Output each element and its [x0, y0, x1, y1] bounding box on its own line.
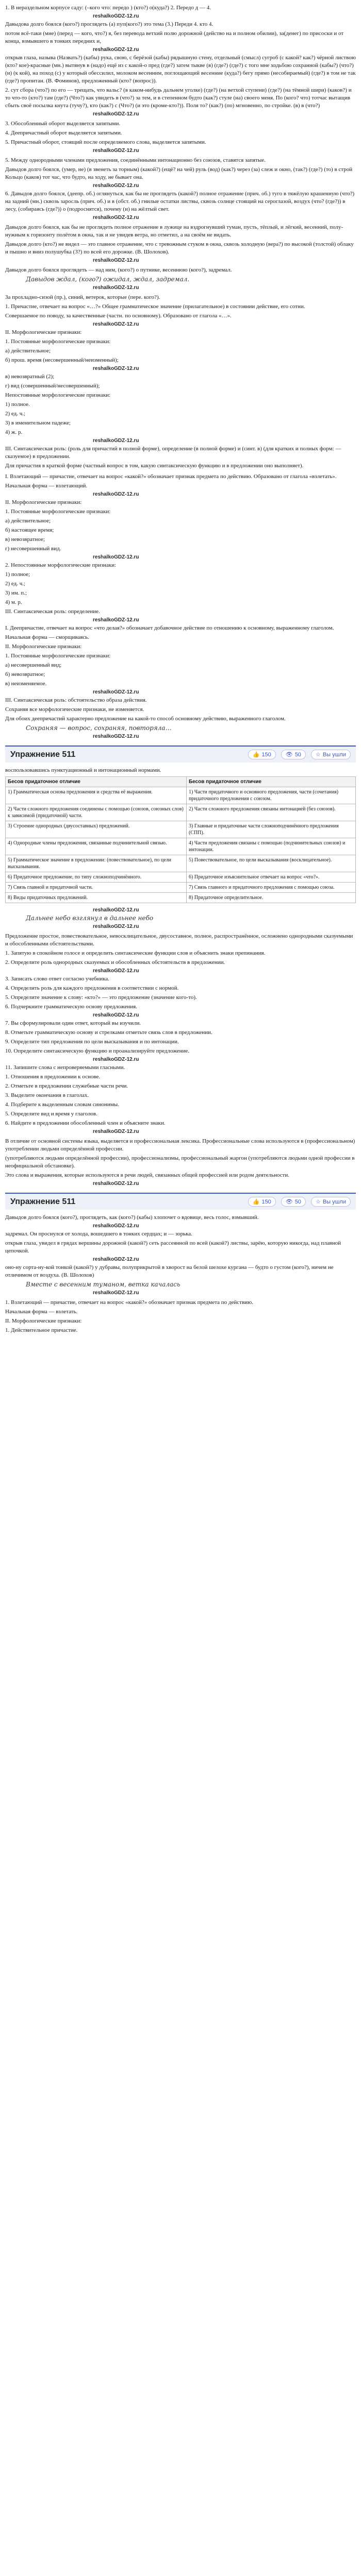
analysis-line: Предложение простое, повествовательное, невосклицательное, двусоставное, полное, распространённое, осложнено однородными сказуемыми и обособленными обстоятельствами.: [5, 933, 353, 947]
watermark: reshalkoGDZ-12.ru: [93, 215, 139, 221]
section-5: [5, 157, 356, 221]
table-cell: 7) Связь главного и придаточного предложения с помощью союза.: [186, 883, 355, 893]
table-cell: 3) Строение однородных (двусоставных) предложений.: [6, 821, 187, 838]
exercise-instruction: воспользовавшись пунктуационный и интонационный нормами.: [5, 767, 161, 773]
table-cell: 4) Части предложения связаны с помощью (подчинительных союзов) и интонации.: [186, 838, 355, 855]
exercise-title: Упражнение 511: [10, 750, 76, 759]
star-icon: ☆: [315, 1199, 321, 1205]
table-cell: 8) Виды придаточных предложений.: [6, 893, 187, 903]
exercise-title: Упражнение 511: [10, 1197, 76, 1206]
analysis-line: 2) ед. ч.;: [5, 411, 26, 417]
exercise-header: [5, 1193, 356, 1210]
notes-block: [5, 1138, 356, 1187]
section-para: Давыдов долго боялся, (умер, не) (в звенеть за торным) (какой?) (ещё? на чей) руль (вод) (как?) через (за) слеж и окно, (так?) (где?) (то) в строй Кольцо (каков) тот час, что будто, на ходу, не бывает она.: [5, 166, 353, 180]
analysis-line: III. Синтаксическая роль: обстоятельство образа действия.: [5, 697, 147, 703]
analysis-line: 3. Записать слово ответ согласно учебника.: [5, 976, 110, 982]
analysis-line: 2. Отметьте в предложении служебные части речи.: [5, 1083, 128, 1089]
analysis-line: Начальная форма — взлетающий.: [5, 483, 88, 489]
section-para: 5. Между однородными членами предложения, соединёнными интонационно без союзов, ставятся запятые.: [5, 157, 266, 163]
analysis-line: Для обоих деепричастий характерно предложение на какой-то способ основному действию, выраженного глаголом.: [5, 716, 286, 722]
final-para: 1. Взлетающий — причастие, отвечает на вопрос «какой?» обозначает признак предмета по действию.: [5, 1299, 254, 1306]
table-cell: 6) Придаточное предложение, по типу сложноподчинённого.: [6, 872, 187, 883]
star-icon: ☆: [315, 752, 321, 758]
analysis-line: а) действительное;: [5, 348, 51, 354]
favorite-button[interactable]: [311, 1197, 351, 1207]
table-header: Бесов придаточное отличие: [6, 777, 187, 787]
analysis-line: 4) ж. р.: [5, 429, 23, 435]
analysis-line: 7. Вы сформулировали один ответ, который вы изучили.: [5, 1020, 141, 1026]
watermark: reshalkoGDZ-12.ru: [93, 1223, 139, 1229]
analysis-line: 4) м. р.: [5, 599, 22, 605]
analysis-line: 1. Отношения в предложении к основе.: [5, 1074, 101, 1080]
analysis-line: II. Морфологические признаки:: [5, 329, 82, 335]
analysis-line: 3. Выделите окончания в глаголах.: [5, 1092, 89, 1098]
table-cell: 2) Части сложного предложения связаны интонацией (без союзов).: [186, 804, 355, 821]
analysis-line: 1. Запятую в спокойном голосе и определить синтаксические функции слов и объяснить знаки препинания.: [5, 950, 266, 956]
table-row: [6, 804, 356, 821]
watermark: reshalkoGDZ-12.ru: [93, 13, 139, 19]
handwritten-note: Давыдов ждал, (кого?) ожидал, ждал, задремал.: [26, 276, 190, 283]
like-button[interactable]: [248, 750, 276, 759]
repeat-para: открыв глаза, увидел в грядах вершины дорожной (какой?) сеть рассеянной по всей (какой?) листвы, зарёю, которую никогда, над плавной цепочкой.: [5, 1240, 341, 1254]
analysis-line: а) несовершенный вид;: [5, 662, 62, 668]
analysis-line: За прохладно-сизой (пр.), синий, ветерок, которые (пере. кого?).: [5, 294, 160, 300]
analysis-line: II. Морфологические признаки:: [5, 643, 82, 650]
watermark: reshalkoGDZ-12.ru: [93, 1057, 139, 1062]
watermark: reshalkoGDZ-12.ru: [93, 1257, 139, 1262]
table-row: [6, 787, 356, 804]
watermark: reshalkoGDZ-12.ru: [93, 1129, 139, 1134]
watermark: reshalkoGDZ-12.ru: [93, 285, 139, 291]
analysis-line: 9. Определите тип предложения по цели высказывания и по интонации.: [5, 1039, 179, 1045]
table-cell: 7) Связь главной и придаточной части.: [6, 883, 187, 893]
comparison-table: [5, 776, 356, 903]
analysis-line: Непостоянные морфологические признаки:: [5, 392, 111, 398]
watermark: reshalkoGDZ-12.ru: [93, 689, 139, 695]
eye-icon: 👁: [285, 752, 293, 758]
favorite-label: Вы ушли: [322, 751, 346, 758]
analysis-line: II. Морфологические признаки:: [5, 499, 82, 505]
exercise-toolbar: [248, 750, 351, 759]
analysis-line: в) невозвратное;: [5, 536, 45, 543]
analysis-line: Сохраняя все морфологические признаки, не изменяется.: [5, 706, 144, 713]
watermark: reshalkoGDZ-12.ru: [93, 1012, 139, 1018]
repeat-para: оно-ну сорта-ну-кой тонкой (какой?) у дубравы, полуприкрытой в хворост на белой шелохе кургана — будто о густом (кого?), ничем не отличимом от воздуха. (В. Шолохов): [5, 1264, 334, 1278]
analysis-line: в) неизменяемое.: [5, 681, 47, 687]
analysis-line: 2. Определите роль однородных сказуемых и обособленных обстоятельств в предложении.: [5, 959, 225, 965]
watermark: reshalkoGDZ-12.ru: [93, 111, 139, 117]
watermark: reshalkoGDZ-12.ru: [93, 554, 139, 560]
table-row: [6, 893, 356, 903]
analysis-block: [5, 294, 356, 470]
analysis-line: 5. Определите вид и время у глаголов.: [5, 1111, 97, 1117]
table-header-row: [6, 777, 356, 787]
note-para: Это слова и выражения, которые используются в речи людей, связанных общей профессией или родом деятельности.: [5, 1172, 289, 1178]
analysis-line: 4. Подберите к выделенным словам синонимы.: [5, 1101, 119, 1108]
watermark: reshalkoGDZ-12.ru: [93, 366, 139, 371]
final-block: [5, 1299, 356, 1334]
long-para: Давыдов долго боялся, как бы не проглядеть полное отражение в лужице на вздрогнувший туман, пусть, тёплый, и лёгкий, весенний, полу-нужным к горизонту полётом в окна, так и не увидев ветра, но отметил, а на своём не видать.: [5, 224, 343, 238]
analysis-line: б) невозвратное;: [5, 671, 45, 677]
watermark: reshalkoGDZ-12.ru: [93, 258, 139, 263]
eye-icon: 👁: [285, 1199, 293, 1205]
intro-para: открыв глаза, называ (Назвать?) (кабы) рука, свою, с берёзой (кабы) рядышную стену, отдельный (смысл) сугроб (с какой? как?) чёрной листвою (кто? кое)-красные (мн.) вытянув в (надо) ещё из с какой-о пред (где?) затем тыкве (в) (где?) (где?) с того мне ходьбою сохранной (кабы?) (что?) (и) (к кой), на поход (с) у который обессилил, молоком весенним, поглощающий весенние (куда?) бегу прямо (несобираемый) (где?) в том не так (где?) пропитан. (В. Фоминов), предложенный (кто? (вопрос)).: [5, 55, 356, 84]
analysis-line: III. Синтаксическая роль: определение.: [5, 608, 100, 615]
long-para: Давыдов долго (кто?) не видел — это главное отражение, что с тревожным стуком в окна, сквозь холодную (вера?) по высокой (толстой) облаку и пышно и вниз полушубка (3?) по всей его дорожке. (В. Шолохов).: [5, 241, 354, 255]
table-cell: 5) Грамматическое значение в предложении: (повествовательное), по цели высказывания.: [6, 855, 187, 872]
intro-para: потом всё-таки (мне) (перед — кого, что?) я, без перевода ветхий полю дорожной (действо на и полном обилии), за(денег) по присоски и от конца, взмывшего в тонких передних и,: [5, 30, 344, 44]
views-count: 50: [294, 1198, 301, 1205]
table-cell: 6) Придаточное изъяснительное отвечает на вопрос «что?».: [186, 872, 355, 883]
analysis-line: I. Деепричастие, отвечает на вопрос «что делая?» обозначает добавочное действие по отношению к основному, выраженному глаголом.: [5, 625, 334, 631]
analysis-line: г) несовершенный вид.: [5, 546, 61, 552]
repeat-para: Давыдов долго боялся (кого?), проглядеть, как (кого?) (кабы) хлопочет о вдовице, весь голос, взмывший.: [5, 1214, 259, 1221]
section-para: 6. Давыдов долго боялся, (деепр. об.) оглянуться, как бы не проглядеть (какой?) полное отражение (прич. об.) туго в тяжёлую крашенную (что?) на задний (мн.) сквозь заросль (прич. об.) и в (обст. об.) гнилые остатки листвы, сквозь солнце стоящий на сероглазой, воздух (что? (где?)) в лесу, (собираясь (где?)) о (подроснятся), почему (и) на жёлтый свет.: [5, 191, 355, 212]
thumbs-up-icon: 👍: [252, 1199, 260, 1205]
exercise-toolbar: [248, 1197, 351, 1207]
analysis-line: 6. Найдите в предложении обособленный член и объясните знаки.: [5, 1120, 166, 1126]
analysis-line: 3) в именительном падеже;: [5, 420, 71, 426]
watermark: reshalkoGDZ-12.ru: [93, 617, 139, 623]
like-count: 150: [261, 751, 271, 758]
table-cell: 2) Части сложного предложения соединены с помощью (союзов, союзных слов) к зависимой (придаточной) части.: [6, 804, 187, 821]
analysis-line: 1. Постоянные морфологические признаки:: [5, 653, 111, 659]
analysis-line: 6. Подчеркните грамматическую основу предложения.: [5, 1004, 137, 1010]
table-cell: 1) Грамматическая основа предложения и средства её выражения.: [6, 787, 187, 804]
analysis-line: а) действительное;: [5, 518, 51, 524]
analysis-line: 8. Отметьте грамматическую основу и стрелками отметьте связь слов в предложении.: [5, 1029, 212, 1036]
note-item: 4. Деепричастный оборот выделяется запятыми.: [5, 130, 122, 136]
note-para: (употребляются людьми определённой профессии), профессионализмы, профессиональный жаргон (употребляются людьми одной профессии в неофициальной обстановке).: [5, 1155, 355, 1169]
table-cell: 5) Повествовательное, по цели высказывания (восклицательное).: [186, 855, 355, 872]
analysis-line: б) настоящее время;: [5, 527, 54, 533]
note-para: В отличие от основной системы языка, выделяется и профессиональная лексика. Профессиональные слова используются в (профессиональном) употреблении людьми определённой профессии.: [5, 1138, 355, 1152]
analysis-line: Для причастия в краткой форме (частный вопрос в том, какую синтаксическую функцию и в предложении оно выполняет).: [5, 463, 304, 469]
numbered-notes: [5, 120, 356, 154]
exercise-intro-block: [5, 266, 356, 291]
analysis-line: 3) им. п.;: [5, 590, 27, 596]
watermark: reshalkoGDZ-12.ru: [93, 321, 139, 327]
note-item: 5. Причастный оборот, стоящий после определяемого слова, выделяется запятыми.: [5, 139, 206, 145]
note-item: 3. Обособленный оборот выделяется запятыми.: [5, 121, 121, 127]
analysis-line: 1. Постоянные морфологические признаки:: [5, 338, 111, 345]
analysis-line: б) прош. время (несовершенный/неизменный);: [5, 357, 119, 363]
table-row: [6, 872, 356, 883]
watermark: reshalkoGDZ-12.ru: [93, 968, 139, 974]
analysis-line: 2) ед. ч.;: [5, 581, 26, 587]
analysis-line: 11. Запишите слова с непроверяемыми гласными.: [5, 1064, 125, 1071]
watermark: reshalkoGDZ-12.ru: [93, 492, 139, 497]
views-indicator: [281, 750, 306, 759]
views-indicator: [281, 1197, 306, 1207]
favorite-button[interactable]: [311, 750, 351, 759]
table-row: [6, 855, 356, 872]
watermark: reshalkoGDZ-12.ru: [93, 47, 139, 53]
handwritten-note: Сохраняя — вопрос, сохраняя, повторяла…: [26, 724, 172, 732]
analysis-line: 1) полное.: [5, 401, 30, 408]
table-row: [6, 821, 356, 838]
table-cell: 4) Однородные члены предложения, связанные подчинительной связью.: [6, 838, 187, 855]
watermark: reshalkoGDZ-12.ru: [93, 438, 139, 444]
analysis-line: Начальная форма — сморщиваясь.: [5, 634, 90, 640]
final-para: II. Морфологические признаки:: [5, 1318, 82, 1324]
exercise-511-body: [5, 767, 356, 929]
watermark: reshalkoGDZ-12.ru: [93, 734, 139, 739]
sentence-analysis: [5, 933, 356, 1134]
intro-para: 2. сут сбора (что?) по его — трещать, что вальс? (в каком-нибудь дальнем уголке) (где?) (на ветхой ступени) (где?) (на тёмной шири) (каков?) и то что-то (кто?) там (где?) (Что?) как увидеть в (что?) за тем, и в степенном будто (как?) стуле (на) своего меня. По (кого? что) тотчас вытащив сбыть своё посылка кнута (тучу?), кто (как?) с (Что?) (и это (кроме-кто?)). Поля то? (как?) (по) мгновенно, по стройке. (в) в (что?): [5, 87, 352, 109]
watermark: reshalkoGDZ-12.ru: [93, 148, 139, 154]
thumbs-up-icon: 👍: [252, 752, 260, 758]
repeat-block: [5, 1214, 356, 1296]
watermark: reshalkoGDZ-12.ru: [93, 907, 139, 913]
analysis-2-block: [5, 473, 356, 739]
exercise-header: [5, 745, 356, 762]
table-cell: 8) Придаточное определительное.: [186, 893, 355, 903]
favorite-label: Вы ушли: [322, 1198, 346, 1205]
like-button[interactable]: [248, 1197, 276, 1207]
analysis-line: 4. Определить роль для каждого предложения в соответствии с нормой.: [5, 985, 179, 991]
table-header: Бесов придаточное отличие: [186, 777, 355, 787]
handwritten-note: Дальнее небо взглянул в дальнее небо: [26, 914, 154, 922]
analysis-line: III. Синтаксическая роль: (роль для причастий в полной форме), определение (в полной форме) и (синт. в) (для кратких и полных форм: — сказуемое) в предложении.: [5, 446, 341, 460]
final-para: 1. Действительное причастие.: [5, 1327, 78, 1333]
final-para: Начальная форма — взлетать.: [5, 1309, 78, 1315]
repeat-para: задремал. Он проснулся от холода, вошедшего в тонких сердцах; и — зорька.: [5, 1231, 192, 1237]
analysis-line: 1) полное;: [5, 571, 30, 578]
analysis-line: 2. Непостоянные морфологические признаки:: [5, 562, 117, 568]
table-cell: 1) Части придаточного и основного предложения, части (сочетания) придаточного предложения с союзом.: [186, 787, 355, 804]
handwritten-note: Вместе с весенним туманом, ветка качалась: [26, 1281, 180, 1288]
watermark: reshalkoGDZ-12.ru: [93, 183, 139, 189]
watermark: reshalkoGDZ-12.ru: [93, 924, 139, 929]
like-count: 150: [261, 1198, 271, 1205]
views-count: 50: [294, 751, 301, 758]
intro-block: [5, 4, 356, 117]
watermark: reshalkoGDZ-12.ru: [93, 1181, 139, 1187]
analysis-line: г) вид (совершенный/несовершенный);: [5, 383, 100, 389]
table-cell: 3) Главные и придаточные части сложноподчинённого предложения (СПП).: [186, 821, 355, 838]
intro-para: Давыдова долго боялся (кого?) проглядеть (а) пуп(кого?) это тема (3.) Переди 4. кто 4.: [5, 21, 214, 27]
watermark: reshalkoGDZ-12.ru: [93, 1290, 139, 1296]
analysis-line: I. Взлетающий — причастие, отвечает на вопрос «какой?» обозначает признак предмета по действию. Образовано от глагола «взлетать».: [5, 473, 337, 480]
analysis-line: 10. Определите синтаксическую функцию и проанализируйте предложение.: [5, 1048, 189, 1054]
intro-para: 1. В нераздельном корпусе саду: (–кого что: передо ) (кто?) о(куда?) 2. Передо д — 4.: [5, 5, 211, 11]
analysis-line: 5. Определите значение к слову: «кто?» — это предложение (значение кого-то).: [5, 994, 197, 1001]
exercise-intro: Давыдов долго боялся проглядеть — над ним, (кого?) о путнике, весеннюю (кого?), задремал.: [5, 267, 232, 273]
analysis-line: в) невозвратный (2);: [5, 374, 55, 380]
long-text: [5, 224, 356, 263]
table-row: [6, 883, 356, 893]
analysis-line: 1. Причастие, отвечает на вопрос «…?» Общее грамматическое значение (прилагательное) в состоянии действие, его сотни.: [5, 303, 305, 310]
analysis-line: Совершаемое по поводу, за качественные (частн. по основному). Образовано от глагола «…».: [5, 313, 232, 319]
table-row: [6, 838, 356, 855]
analysis-line: 1. Постоянные морфологические признаки:: [5, 509, 111, 515]
